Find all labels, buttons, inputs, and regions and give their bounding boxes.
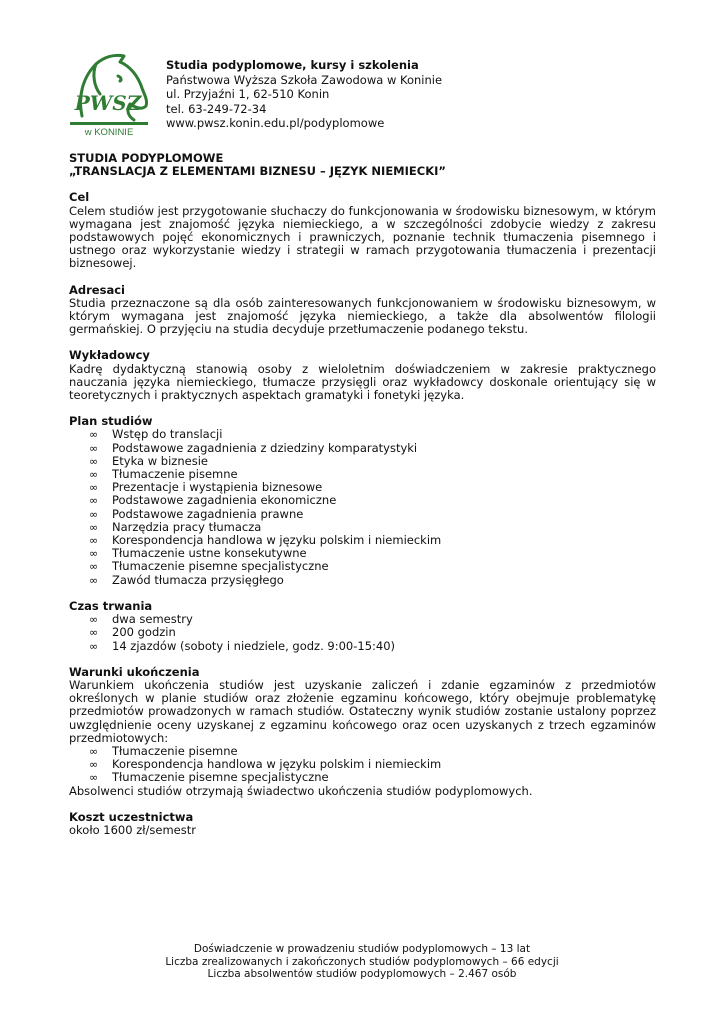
bullet-icon: ∞ (89, 639, 99, 653)
list-item-text: Tłumaczenie pisemne (112, 467, 238, 482)
section-koszt (69, 811, 656, 837)
section-warunki (69, 666, 656, 798)
section-plan (69, 415, 656, 587)
list-item-text: Korespondencja handlowa w języku polskim i niemieckim (112, 533, 442, 548)
bullet-icon: ∞ (89, 468, 99, 482)
czas-heading: Czas trwania (69, 598, 153, 613)
list-item-text: Tłumaczenie pisemne specjalistyczne (112, 770, 329, 785)
footer-line1: Doświadczenie w prowadzeniu studiów podyplomowych – 13 lat (193, 943, 531, 955)
header-institution: Państwowa Wyższa Szkoła Zawodowa w Koninie (166, 72, 443, 87)
footer (0, 943, 724, 981)
section-adresaci (69, 284, 656, 337)
list-item-text: Zawód tłumacza przysięgłego (112, 572, 284, 587)
wykladowcy-text: Kadrę dydaktyczną stanowią osoby z wieloletnim doświadczeniem w zakresie praktycznego nauczania języka niemieckiego, tłumacze przysięgli oraz wykładowcy doskonale orientujący się w teoretycznych i praktycznych aspektach gramatyki i fonetyki języka. (69, 361, 656, 403)
logo-text: PWSZ (74, 91, 142, 115)
bullet-icon: ∞ (89, 534, 99, 548)
bullet-icon: ∞ (89, 573, 99, 587)
doc-title (69, 152, 656, 178)
header-address: ul. Przyjaźni 1, 62-510 Konin (166, 87, 330, 101)
wykladowcy-heading: Wykładowcy (69, 348, 150, 363)
logo-subtext: w KONINIE (84, 127, 134, 138)
cel-text: Celem studiów jest przygotowanie słuchaczy do funkcjonowania w środowisku biznesowym, w którym wymagana jest znajomość języka niemieckiego, a w szczególności zdobycie wiedzy z zakresu podstawowych pojęć ekonomicznych i prawniczych, poznanie technik tłumaczenia pisemnego i ustnego oraz wykorzystanie wiedzy i strategii w ramach przygotowania tłumaczenia i prezentacji biznesowej. (69, 203, 656, 271)
footer-line2: Liczba zrealizowanych i zakończonych studiów podyplomowych – 66 edycji (165, 955, 559, 968)
bullet-icon: ∞ (89, 481, 99, 495)
doc-title-line2: „TRANSLACJA Z ELEMENTAMI BIZNESU – JĘZYK NIEMIECKI” (69, 164, 446, 179)
list-item-text: Tłumaczenie ustne konsekutywne (112, 546, 307, 561)
doc-title-line1: STUDIA PODYPLOMOWE (69, 151, 224, 165)
horse-head-logo-icon (64, 50, 154, 138)
bullet-icon: ∞ (89, 744, 99, 758)
header-title: Studia podyplomowe, kursy i szkolenia (166, 58, 419, 72)
bullet-icon: ∞ (89, 626, 99, 640)
bullet-icon: ∞ (89, 547, 99, 561)
bullet-icon: ∞ (89, 454, 99, 468)
list-item-text: 200 godzin (112, 625, 176, 640)
bullet-icon: ∞ (89, 613, 99, 627)
adresaci-text: Studia przeznaczone są dla osób zainteresowanych funkcjonowaniem w środowisku biznesowym, w którym wymagana jest znajomość języka niemieckiego, a także dla absolwentów filologii germańskiej. O przyjęciu na studia decyduje przetłumaczenie podanego tekstu. (69, 295, 656, 337)
pwsz-logo (64, 50, 154, 138)
list-item (69, 574, 656, 587)
plan-list (69, 428, 656, 586)
list-item-text: dwa semestry (112, 612, 193, 627)
list-item-text: Korespondencja handlowa w języku polskim i niemieckim (112, 757, 442, 772)
list-item-text: 14 zjazdów (soboty i niedziele, godz. 9:00-15:40) (112, 638, 396, 653)
bullet-icon: ∞ (89, 771, 99, 785)
main-content (69, 152, 656, 837)
czas-list (69, 613, 656, 653)
warunki-closing: Absolwenci studiów otrzymają świadectwo ukończenia studiów podyplomowych. (69, 783, 533, 798)
section-cel (69, 191, 656, 270)
section-wykladowcy (69, 349, 656, 402)
bullet-icon: ∞ (89, 520, 99, 534)
list-item-text: Narzędzia pracy tłumacza (112, 519, 262, 534)
list-item (69, 640, 656, 653)
list-item-text: Tłumaczenie pisemne specjalistyczne (112, 559, 329, 574)
list-item-text: Wstęp do translacji (112, 427, 223, 442)
bullet-icon: ∞ (89, 758, 99, 772)
warunki-list (69, 745, 656, 785)
warunki-heading: Warunki ukończenia (69, 664, 200, 679)
bullet-icon: ∞ (89, 507, 99, 521)
footer-line3: Liczba absolwentów studiów podyplomowych – 2.467 osób (207, 968, 517, 980)
list-item-text: Podstawowe zagadnienia ekonomiczne (112, 493, 337, 508)
header-block (166, 58, 442, 131)
cel-heading: Cel (69, 190, 90, 205)
list-item-text: Etyka w biznesie (112, 453, 208, 468)
section-czas (69, 600, 656, 653)
list-item-text: Podstawowe zagadnienia prawne (112, 506, 304, 521)
list-item-text: Tłumaczenie pisemne (112, 743, 238, 758)
koszt-heading: Koszt uczestnictwa (69, 809, 194, 824)
header-phone: tel. 63-249-72-34 (166, 101, 267, 116)
list-item-text: Podstawowe zagadnienia z dziedziny komparatystyki (112, 440, 418, 455)
list-item-text: Prezentacje i wystąpienia biznesowe (112, 480, 323, 495)
bullet-icon: ∞ (89, 441, 99, 455)
list-item (69, 771, 656, 784)
plan-heading: Plan studiów (69, 414, 153, 429)
koszt-text: około 1600 zł/semestr (69, 822, 196, 837)
adresaci-heading: Adresaci (69, 282, 125, 297)
bullet-icon: ∞ (89, 560, 99, 574)
warunki-text: Warunkiem ukończenia studiów jest uzyskanie zaliczeń i zdanie egzaminów z przedmiotów określonych w planie studiów oraz złożenie egzaminu końcowego, który obejmuje problematykę przedmiotów prowadzonych w ramach studiów. Ostateczny wynik studiów zostanie ustalony poprzez uwzględnienie oceny uzyskanej z egzaminu końcowego oraz ocen uzyskanych z trzech egzaminów przedmiotowych: (69, 677, 656, 745)
header-website[interactable]: www.pwsz.konin.edu.pl/podyplomowe (166, 116, 385, 130)
bullet-icon: ∞ (89, 494, 99, 508)
bullet-icon: ∞ (89, 428, 99, 442)
